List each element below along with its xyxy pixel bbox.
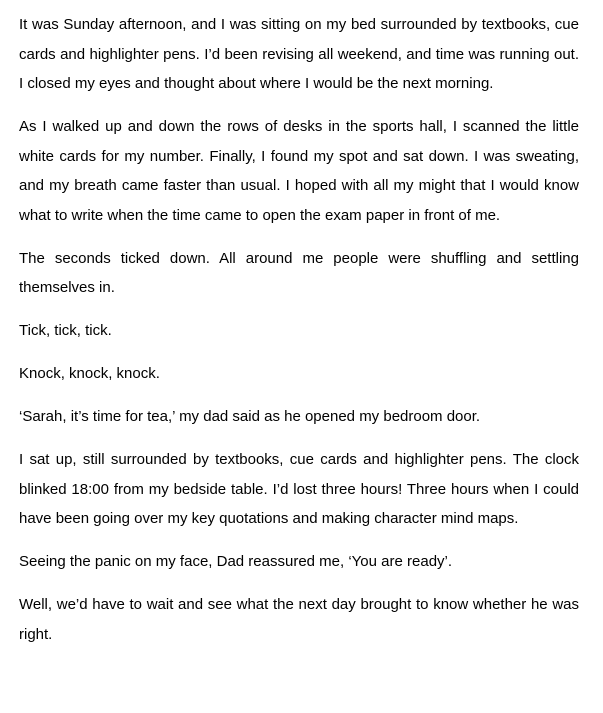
paragraph-time-for-tea: ‘Sarah, it’s time for tea,’ my dad said as he opened my bedroom door.: [19, 408, 481, 425]
paragraph-seconds-ticked: The seconds ticked down. All around me people were shuffling and settling themselves in.: [19, 249, 579, 296]
document-body: [19, 10, 579, 649]
paragraph-knock: Knock, knock, knock.: [19, 365, 160, 382]
paragraph-reassured: Seeing the panic on my face, Dad reassured me, ‘You are ready’.: [19, 553, 453, 570]
paragraph-sunday-afternoon: It was Sunday afternoon, and I was sitting on my bed surrounded by textbooks, cue cards and highlighter pens. I’d been revising all weekend, and time was running out. I closed my eyes and thought about where I would be the next morning.: [19, 16, 579, 92]
paragraph-sat-up: I sat up, still surrounded by textbooks, cue cards and highlighter pens. The clock blinked 18:00 from my bedside table. I’d lost three hours! Three hours when I could have been going over my key quotations and making character mind maps.: [19, 451, 579, 527]
paragraph-tick: Tick, tick, tick.: [19, 322, 112, 339]
paragraph-wait-and-see: Well, we’d have to wait and see what the next day brought to know whether he was right.: [19, 596, 579, 643]
paragraph-sports-hall: As I walked up and down the rows of desks in the sports hall, I scanned the little white cards for my number. Finally, I found my spot and sat down. I was sweating, and my breath came faster than usual. I hoped with all my might that I would know what to write when the time came to open the exam paper in front of me.: [19, 118, 579, 224]
